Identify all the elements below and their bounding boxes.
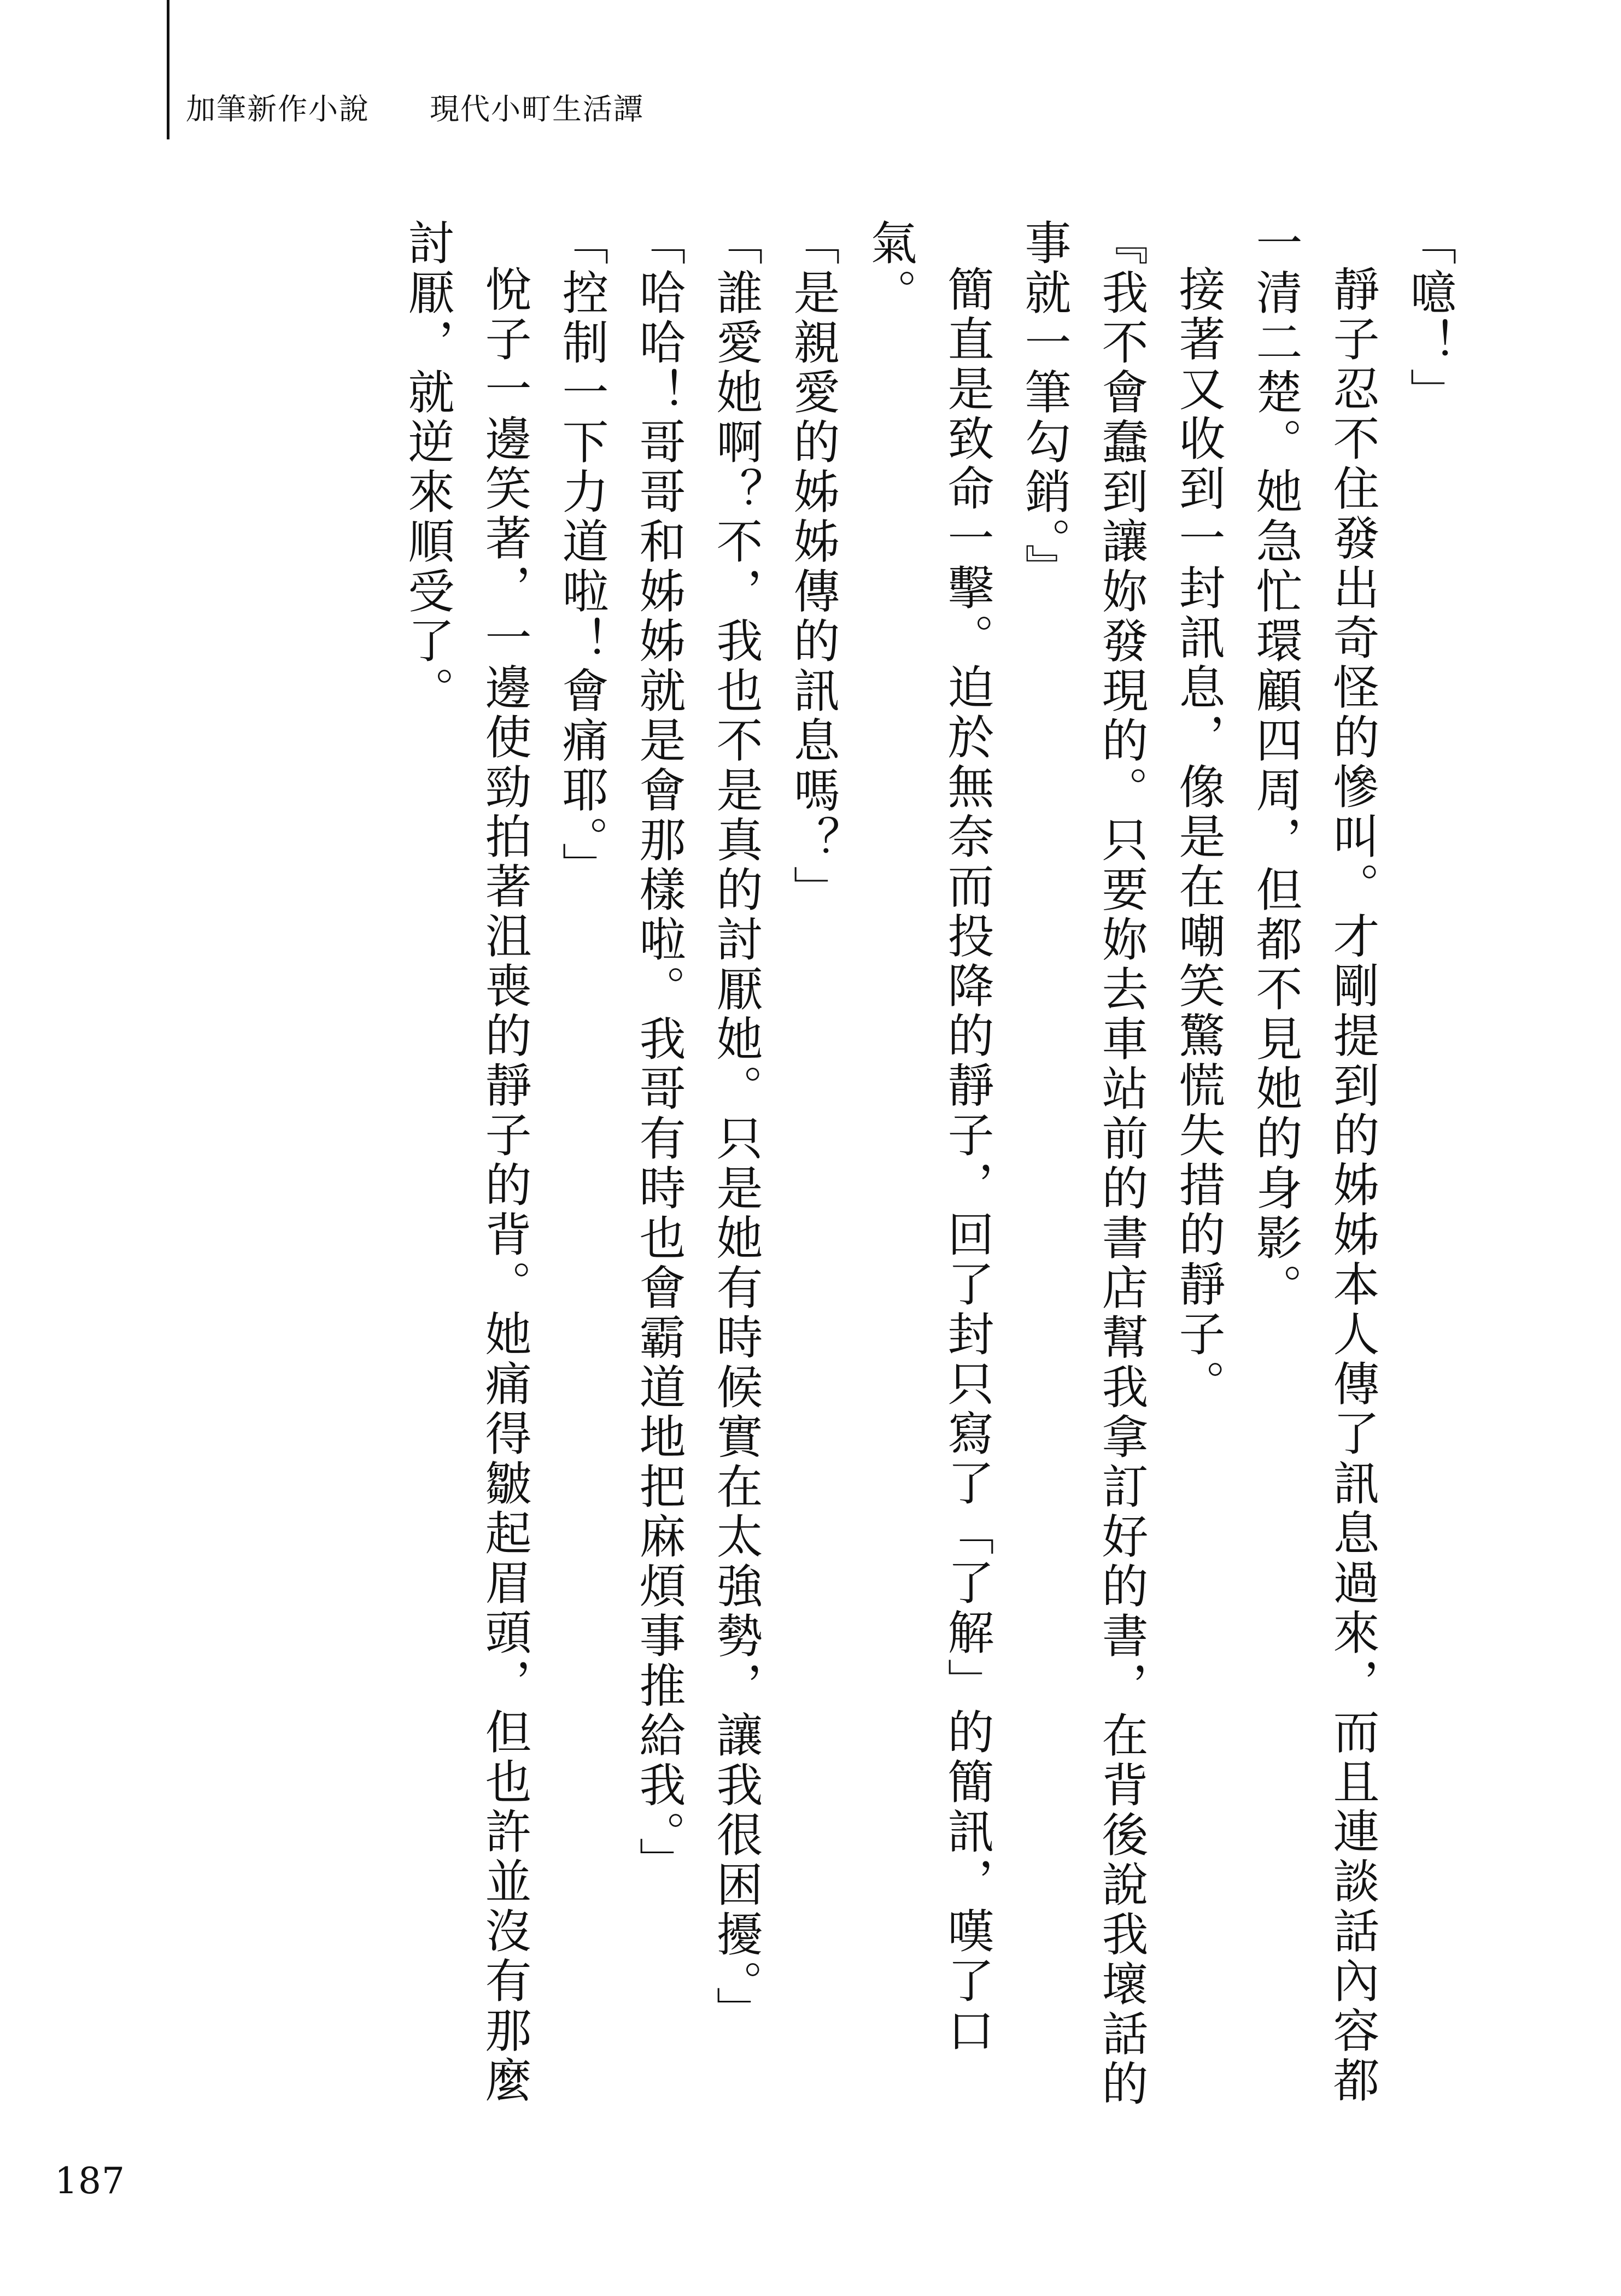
narration-paragraph: 悅子一邊笑著，一邊使勁拍著沮喪的靜子的背。她痛得皺起眉頭，但也許並沒有那麼討厭，就逆來順受了。	[400, 219, 531, 2106]
dialogue-paragraph: 「是親愛的姊姊傳的訊息嗎？」	[786, 219, 840, 915]
header-section: 加筆新作小說	[186, 92, 370, 126]
narration-paragraph: 靜子忍不住發出奇怪的慘叫。才剛提到的姊姊本人傳了訊息過來，而且連談話內容都一清二楚。她急忙環顧四周，但都不見她的身影。	[1248, 219, 1379, 2106]
dialogue-paragraph: 『我不會蠢到讓妳發現的。只要妳去車站前的書店幫我拿訂好的書，在背後說我壞話的事就一筆勾銷。』	[1017, 219, 1148, 2109]
dialogue-paragraph: 「哈哈！哥哥和姊姊就是會那樣啦。我哥有時也會霸道地把麻煩事推給我。」	[631, 219, 686, 1887]
page-number: 187	[55, 2160, 125, 2202]
dialogue-paragraph: 「噫！」	[1402, 219, 1456, 418]
dialogue-paragraph: 「誰愛她啊？不，我也不是真的討厭她。只是她有時候實在太強勢，讓我很困擾。」	[709, 219, 763, 2036]
vertical-text-body	[216, 219, 1468, 2143]
running-header	[186, 93, 644, 126]
header-title: 現代小町生活譚	[430, 92, 644, 126]
narration-paragraph: 簡直是致命一擊。迫於無奈而投降的靜子，回了封只寫了「了解」的簡訊，嘆了口氣。	[863, 219, 994, 2056]
header-rule	[167, 0, 169, 139]
narration-paragraph: 接著又收到一封訊息，像是在嘲笑驚慌失措的靜子。	[1171, 265, 1225, 1409]
dialogue-paragraph: 「控制一下力道啦！會痛耶。」	[554, 219, 608, 892]
